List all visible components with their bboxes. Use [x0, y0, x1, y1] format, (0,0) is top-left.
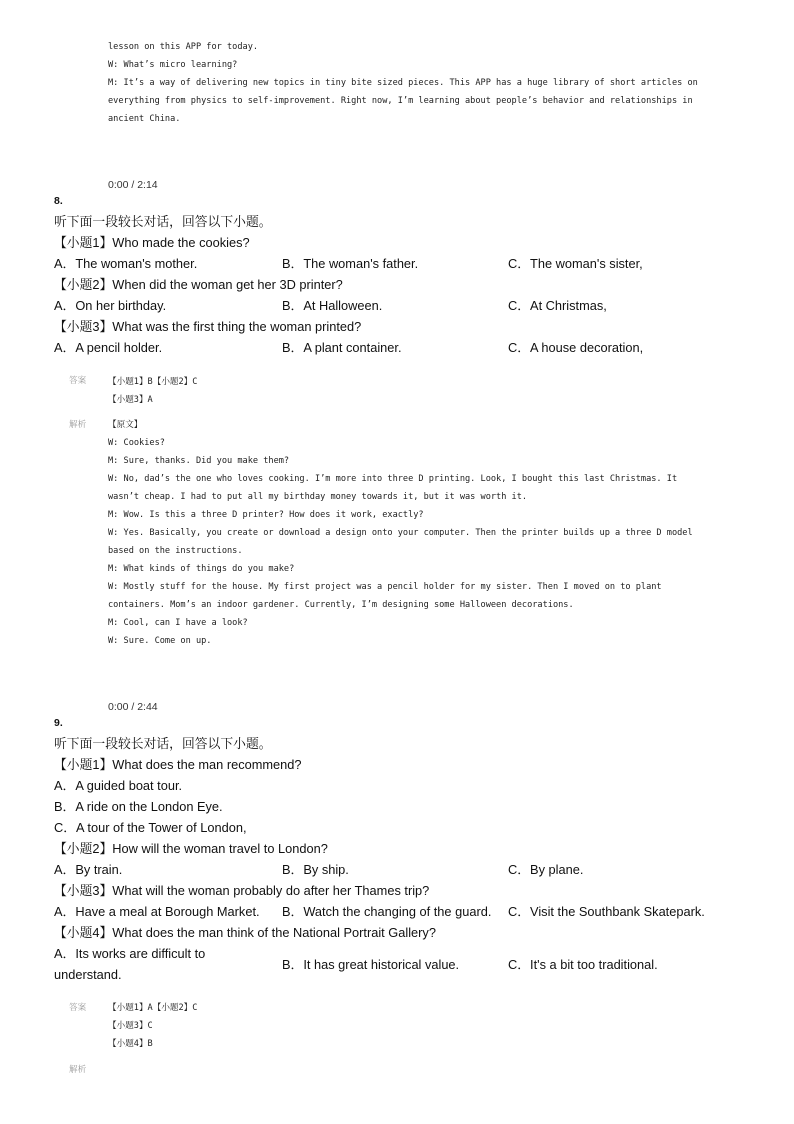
answer-label: 答案	[69, 376, 87, 386]
option-a[interactable]: A．The woman's mother.	[54, 256, 198, 271]
transcript-line: M: Wow. Is this a three D printer? How does it work, exactly?	[108, 510, 424, 520]
transcript-line: M: Cool, can I have a look?	[108, 618, 248, 628]
transcript-line: M: It’s a way of delivering new topics in tiny bite sized pieces. This APP has a huge library of short articles on	[108, 78, 698, 88]
sub-question-stem: 【小题4】What does the man think of the National Portrait Gallery?	[54, 925, 436, 940]
option-a[interactable]: A．Have a meal at Borough Market.	[54, 904, 260, 919]
option-b[interactable]: B．It has great historical value.	[282, 957, 460, 972]
question-number: 9.	[54, 717, 63, 729]
answer-line: 【小题1】B【小题2】C	[108, 377, 198, 387]
option-b[interactable]: B．The woman's father.	[282, 256, 419, 271]
sub-question-stem: 【小题1】What does the man recommend?	[54, 757, 302, 772]
sub-question-stem: 【小题1】Who made the cookies?	[54, 235, 250, 250]
option-a[interactable]: A．Its works are difficult to understand.	[54, 946, 206, 982]
option-b[interactable]: B．A plant container.	[282, 340, 402, 355]
option-b[interactable]: B．Watch the changing of the guard.	[282, 904, 492, 919]
transcript-line: W: What’s micro learning?	[108, 60, 238, 70]
transcript-line: W: Mostly stuff for the house. My first project was a pencil holder for my sister. Then I moved on to plant	[108, 582, 662, 592]
option-a[interactable]: A．By train.	[54, 862, 123, 877]
answer-line: 【小题4】B	[108, 1039, 153, 1049]
answer-line: 【小题3】C	[108, 1021, 153, 1031]
answer-line: 【小题1】A【小题2】C	[108, 1003, 198, 1013]
transcript-line: W: Yes. Basically, you create or download a design onto your computer. Then the printer builds up a three D model	[108, 528, 693, 538]
transcript-line: lesson on this APP for today.	[108, 42, 259, 52]
transcript-line: M: What kinds of things do you make?	[108, 564, 295, 574]
option-a[interactable]: A．On her birthday.	[54, 298, 167, 313]
option-c[interactable]: C．A tour of the Tower of London,	[54, 820, 247, 835]
transcript-line: ancient China.	[108, 114, 181, 124]
answer-line: 【小题3】A	[108, 395, 153, 405]
transcript-line: W: Sure. Come on up.	[108, 636, 212, 646]
transcript-line: everything from physics to self-improvement. Right now, I’m learning about people’s behavior and relationships in	[108, 96, 693, 106]
option-b[interactable]: B．At Halloween.	[282, 298, 383, 313]
option-c[interactable]: C．By plane.	[508, 862, 584, 877]
option-b[interactable]: B．A ride on the London Eye.	[54, 799, 223, 814]
transcript-line: M: Sure, thanks. Did you make them?	[108, 456, 290, 466]
transcript-line: W: Cookies?	[108, 438, 165, 448]
transcript-line: W: No, dad’s the one who loves cooking. I’m more into three D printing. Look, I bought this last Christmas. It	[108, 474, 678, 484]
option-c[interactable]: C．Visit the Southbank Skatepark.	[508, 904, 705, 919]
analysis-label: 解析	[69, 420, 87, 430]
question-instruction: 听下面一段较长对话，回答以下小题。	[54, 214, 272, 229]
audio-player-time[interactable]: 0:00 / 2:44	[108, 701, 158, 713]
option-a[interactable]: A．A pencil holder.	[54, 340, 163, 355]
transcript-line: containers. Mom’s an indoor gardener. Currently, I’m designing some Halloween decorations.	[108, 600, 574, 610]
answer-label: 答案	[69, 1003, 87, 1013]
question-instruction: 听下面一段较长对话，回答以下小题。	[54, 736, 272, 751]
audio-player-time[interactable]: 0:00 / 2:14	[108, 179, 158, 191]
transcript-line: wasn’t cheap. I had to put all my birthday money towards it, but it was worth it.	[108, 492, 528, 502]
sub-question-stem: 【小题3】What will the woman probably do after her Thames trip?	[54, 883, 430, 898]
option-c[interactable]: C．At Christmas,	[508, 298, 607, 313]
analysis-label: 解析	[69, 1065, 87, 1075]
sub-question-stem: 【小题2】How will the woman travel to London?	[54, 841, 328, 856]
sub-question-stem: 【小题3】What was the first thing the woman printed?	[54, 319, 362, 334]
option-c[interactable]: C．It's a bit too traditional.	[508, 957, 658, 972]
option-c[interactable]: C．A house decoration,	[508, 340, 644, 355]
question-number: 8.	[54, 195, 63, 207]
transcript-line: 【原文】	[108, 420, 143, 430]
transcript-line: based on the instructions.	[108, 546, 243, 556]
option-c[interactable]: C．The woman's sister,	[508, 256, 643, 271]
sub-question-stem: 【小题2】When did the woman get her 3D printer?	[54, 277, 343, 292]
option-a[interactable]: A．A guided boat tour.	[54, 778, 183, 793]
option-b[interactable]: B．By ship.	[282, 862, 349, 877]
